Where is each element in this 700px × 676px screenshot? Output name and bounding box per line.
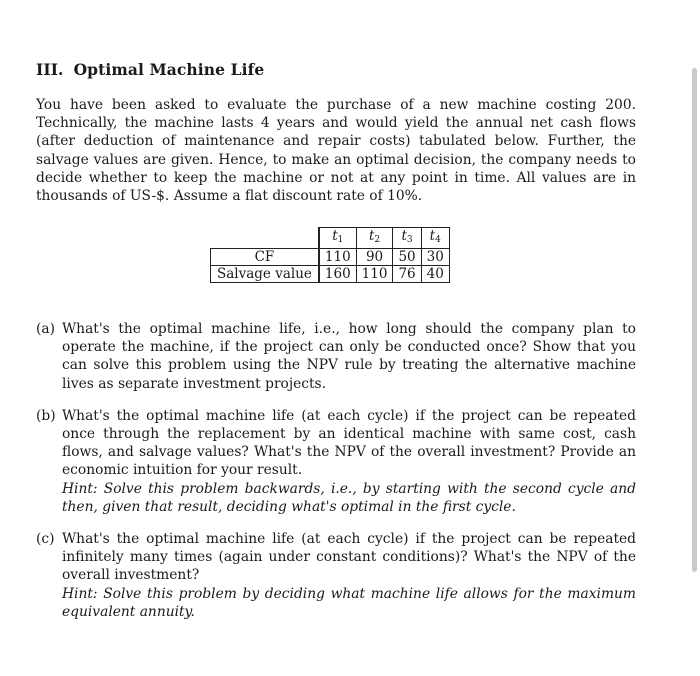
row-label-cf: CF xyxy=(211,249,319,266)
question-label: (a) xyxy=(36,321,55,337)
vertical-scrollbar[interactable] xyxy=(692,68,697,572)
question-body xyxy=(62,530,636,621)
cf-t2-cell: 90 xyxy=(356,249,393,266)
section-number: III. xyxy=(36,60,64,79)
salvage-t2-cell: 110 xyxy=(356,266,393,283)
question-hint: Hint: Solve this problem backwards, i.e., by starting with the second cycle and then, given that result, deciding what's optimal in the first cycle. xyxy=(62,480,636,515)
question-body xyxy=(62,320,636,393)
section-heading xyxy=(36,60,264,79)
table-row-cf xyxy=(211,249,450,266)
cf-t1-cell: 110 xyxy=(319,249,356,266)
table-header-t2: $t_2$ xyxy=(356,228,393,249)
question-text: What's the optimal machine life (at each cycle) if the project can be repeated once through the replacement by an identical machine with same cost, cash flows, and salvage values? What's the NPV of the overall investment? Provide an economic intuition for your result. xyxy=(62,407,636,479)
question-body xyxy=(62,407,636,516)
question-hint: Hint: Solve this problem by deciding what machine life allows for the maximum equivalent annuity. xyxy=(62,585,636,620)
section-title: Optimal Machine Life xyxy=(73,60,265,79)
question-b xyxy=(36,407,636,516)
table-header-t3: $t_3$ xyxy=(393,228,421,249)
row-label-salvage: Salvage value xyxy=(211,266,319,283)
question-a xyxy=(36,320,636,393)
cf-t4-cell: 30 xyxy=(421,249,449,266)
salvage-t1-cell: 160 xyxy=(319,266,356,283)
table-header-t1: $t_1$ xyxy=(319,228,356,249)
question-text: What's the optimal machine life, i.e., how long should the company plan to operate the machine, if the project can only be conducted once? Show that you can solve this problem using the NPV rule by treating the alternative machine lives as separate investment projects. xyxy=(62,321,636,392)
question-list xyxy=(36,320,636,635)
cf-t3-cell: 50 xyxy=(393,249,421,266)
table-header-row xyxy=(211,228,450,249)
table-header-t4: $t_4$ xyxy=(421,228,449,249)
question-text: What's the optimal machine life (at each cycle) if the project can be repeated infinitely many times (again under constant conditions)? What's the NPV of the overall investment? xyxy=(62,531,636,584)
table-corner-cell xyxy=(211,228,319,249)
table-row-salvage xyxy=(211,266,450,283)
salvage-t3-cell: 76 xyxy=(393,266,421,283)
salvage-t4-cell: 40 xyxy=(421,266,449,283)
question-c xyxy=(36,530,636,621)
question-label: (b) xyxy=(36,407,56,424)
intro-paragraph: You have been asked to evaluate the purchase of a new machine costing 200. Technically, the machine lasts 4 years and would yield the annual net cash flows (after deduction of maintenance and repair costs) tabulated below. Further, the salvage values are given. Hence, to make an optimal decision, the company needs to decide whether to keep the machine or not at any point in time. All values are in thousands of US-$. Assume a flat discount rate of 10%. xyxy=(36,97,636,205)
question-label: (c) xyxy=(36,531,55,548)
cash-flow-table xyxy=(210,227,450,283)
